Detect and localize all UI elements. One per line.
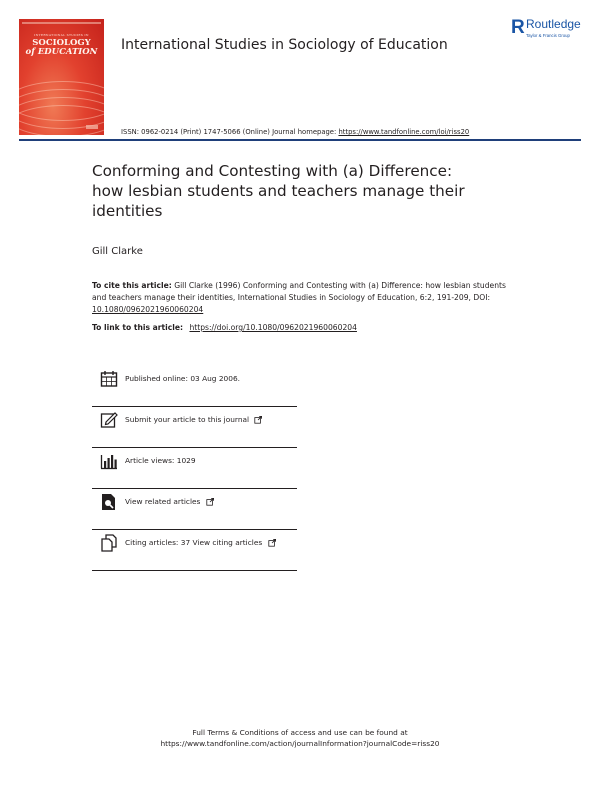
publisher-tagline: Taylor & Francis Group (526, 33, 570, 38)
external-link-icon (254, 416, 262, 424)
citing-articles-icon (100, 534, 118, 552)
article-doi-link[interactable]: https://doi.org/10.1080/0962021960060204 (189, 323, 357, 332)
calendar-icon (100, 370, 118, 388)
submit-article-link[interactable] (125, 415, 262, 424)
routledge-r-icon: R (511, 17, 525, 38)
cover-top-text: INTERNATIONAL STUDIES IN (34, 33, 89, 37)
article-title-line: Conforming and Contesting with (a) Difference: (92, 162, 453, 180)
related-articles-link[interactable] (125, 497, 214, 506)
article-title-line: identities (92, 202, 163, 220)
cover-title (19, 39, 104, 56)
article-link-line (92, 323, 357, 332)
article-title (92, 161, 562, 221)
publisher-logo[interactable] (511, 17, 591, 41)
citing-articles-text: Citing articles: 37 View citing articles (125, 538, 263, 547)
citing-articles-row[interactable] (92, 530, 297, 571)
submit-article-text: Submit your article to this journal (125, 415, 250, 424)
bar-chart-icon (100, 452, 118, 470)
published-online-text: Published online: 03 Aug 2006. (125, 374, 241, 383)
article-views-text: Article views: 1029 (125, 456, 196, 465)
journal-title: International Studies in Sociology of Education (121, 37, 448, 53)
published-online-row (92, 366, 297, 407)
footer-terms-text: Full Terms & Conditions of access and use can be found at (192, 728, 408, 737)
journal-cover-image (19, 19, 104, 135)
citation-block (92, 280, 522, 316)
issn-line (121, 128, 469, 136)
link-label: To link to this article: (92, 323, 184, 332)
cite-text: Gill Clarke (1996) Conforming and Contesting with (a) Difference: how lesbian students and teachers manage their identities, International Studies in Sociology of Education, 6:2, 191-209, DOI: (92, 281, 506, 302)
issn-text: ISSN: 0962-0214 (Print) 1747-5066 (Online) Journal homepage: (121, 128, 337, 136)
article-views-row (92, 448, 297, 489)
author-name: Gill Clarke (92, 246, 143, 257)
article-title-line: how lesbian students and teachers manage their (92, 182, 465, 200)
document-search-icon (100, 493, 118, 511)
cover-top-bar (22, 22, 101, 24)
related-articles-text: View related articles (125, 497, 201, 506)
footer-terms (0, 727, 600, 749)
publisher-name: Routledge (526, 17, 581, 31)
header-divider (19, 139, 581, 141)
footer-terms-link[interactable]: https://www.tandfonline.com/action/journalInformation?journalCode=riss20 (160, 739, 440, 748)
cite-doi-link[interactable]: 10.1080/0962021960060204 (92, 305, 204, 314)
citing-articles-link[interactable] (125, 538, 276, 547)
related-articles-row[interactable] (92, 489, 297, 530)
external-link-icon (268, 539, 276, 547)
journal-homepage-link[interactable]: https://www.tandfonline.com/loi/riss20 (338, 128, 470, 136)
cover-title-line: of EDUCATION (25, 46, 98, 57)
external-link-icon (206, 498, 214, 506)
cover-title-line: SOCIOLOGY (32, 38, 91, 48)
cover-publisher-logo (86, 125, 98, 129)
submit-article-row[interactable] (92, 407, 297, 448)
article-info-list (92, 366, 297, 571)
cite-label: To cite this article: (92, 281, 172, 290)
edit-icon (100, 411, 118, 429)
cover-wave (19, 105, 104, 135)
